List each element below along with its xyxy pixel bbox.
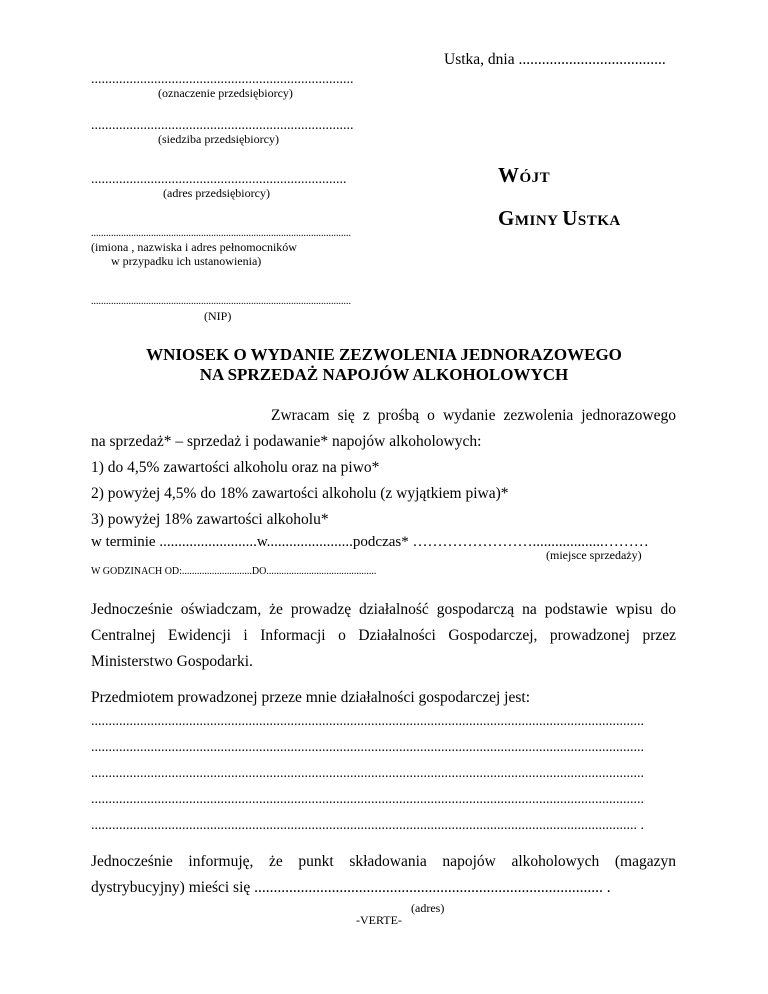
request-item-3: 3) powyżej 18% zawartości alkoholu*: [91, 511, 329, 528]
activity-line-2: ..............................................................................................................................................................: [91, 740, 644, 755]
recipient-line-1: [498, 163, 550, 188]
request-item-1: 1) do 4,5% zawartości alkoholu oraz na piwo*: [91, 459, 380, 476]
activity-intro: Przedmiotem prowadzonej przeze mnie działalności gospodarczej jest:: [91, 689, 530, 706]
place-date: Ustka, dnia ......................................: [444, 51, 666, 68]
declaration-line-2: Centralnej Ewidencji i Informacji o Działalności Gospodarczej, prowadzonej przez: [91, 627, 676, 644]
applicant-name-label: (oznaczenie przedsiębiorcy): [158, 86, 293, 100]
term-line: w terminie ..........................w.......................podczas* ……………………...................………: [91, 534, 649, 550]
declaration-line-3: Ministerstwo Gospodarki.: [91, 653, 253, 670]
recipient-line-2-initial-2: U: [562, 206, 578, 230]
applicant-address-dots: .........................................................................: [91, 172, 347, 187]
applicant-seat-dots: ...........................................................................: [91, 118, 354, 133]
applicant-name-dots: ...........................................................................: [91, 72, 354, 87]
nip-dots: ........................................................................................................: [91, 296, 351, 307]
recipient-line-2-rest-1: MINY: [514, 213, 563, 229]
activity-line-1: ..............................................................................................................................................................: [91, 714, 644, 729]
form-title-line-1: WNIOSEK O WYDANIE ZEZWOLENIA JEDNORAZOWEGO: [146, 345, 622, 364]
recipient-line-1-rest: ÓJT: [519, 170, 551, 186]
proxies-label-1: (imiona , nazwiska i adres pełnomocników: [91, 240, 297, 254]
declaration-line-1: Jednocześnie oświadczam, że prowadzę działalność gospodarczą na podstawie wpisu do: [91, 601, 676, 618]
proxies-label-2: w przypadku ich ustanowienia): [111, 254, 262, 268]
storage-line-2: dystrybucyjny) mieści się .......................................................................................... .: [91, 879, 611, 896]
storage-address-label: (adres): [411, 901, 445, 915]
recipient-line-1-initial: W: [498, 163, 520, 187]
recipient-line-2: [498, 206, 621, 231]
request-line-2: na sprzedaż* – sprzedaż i podawanie* napojów alkoholowych:: [91, 433, 482, 450]
recipient-line-2-initial-1: G: [498, 206, 515, 230]
activity-line-4: ..............................................................................................................................................................: [91, 792, 644, 807]
applicant-seat-label: (siedziba przedsiębiorcy): [158, 132, 279, 146]
recipient-line-2-rest-2: STKA: [577, 213, 621, 229]
nip-label: (NIP): [204, 309, 232, 323]
applicant-address-label: (adres przedsiębiorcy): [163, 186, 270, 200]
verte-footer: -VERTE-: [356, 913, 402, 927]
storage-line-1: Jednocześnie informuję, że punkt składowania napojów alkoholowych (magazyn: [91, 853, 676, 870]
activity-line-5: ............................................................................................................................................................ .: [91, 818, 644, 833]
request-item-2: 2) powyżej 4,5% do 18% zawartości alkoholu (z wyjątkiem piwa)*: [91, 485, 509, 502]
hours-line: W GODZINACH OD:............................DO............................................: [91, 566, 377, 577]
form-title-line-2: NA SPRZEDAŻ NAPOJÓW ALKOHOLOWYCH: [199, 365, 569, 384]
activity-line-3: ..............................................................................................................................................................: [91, 766, 644, 781]
request-line-1: Zwracam się z prośbą o wydanie zezwolenia jednorazowego: [271, 407, 676, 424]
proxies-dots: ........................................................................................................: [91, 228, 351, 239]
place-of-sale-label: (miejsce sprzedaży): [546, 548, 642, 562]
